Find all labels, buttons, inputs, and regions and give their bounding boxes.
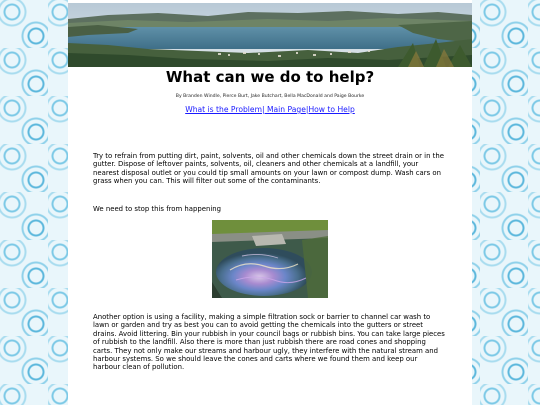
nav-separator: |	[305, 105, 309, 114]
oil-sheen-in-stream-image	[212, 220, 328, 298]
advice-paragraph: Try to refrain from putting dirt, paint, solvents, oil and other chemicals down the street drain or in the gutter. Dispose of leftover paints, solvents, oil, cleaners and other chemicals at a landfill, your nearest disposal outlet or you could tip small amounts on your lawn or compost dump. Wash cars on grass when you can. This will filter out some of the contaminants.	[93, 152, 444, 186]
banner-image	[68, 3, 472, 67]
warning-caption: We need to stop this from happening	[93, 205, 222, 213]
content-column	[68, 0, 472, 405]
nav-link-how-to-help[interactable]: How to Help	[308, 105, 355, 114]
nav-links	[68, 105, 472, 114]
nav-link-problem[interactable]: What is the Problem	[185, 105, 262, 114]
author-credits: By Branden Windle, Pierce Burt, Jake Butchart, Bella MacDonald and Paige Bourke	[175, 94, 365, 99]
harbour-panorama-image	[68, 3, 472, 67]
page-title: What can we do to help?	[165, 68, 375, 86]
pollution-photo	[212, 220, 328, 298]
nav-separator: |	[261, 105, 265, 114]
advice-paragraph-2: Another option is using a facility, making a simple filtration sock or barrier to channel car wash to lawn or garden and try as best you can to avoid getting the chemicals into the gutters or street drains. Avoid littering. Bin your rubbish in your council bags or rubbish bins. You can take large pieces of rubbish to the landfill. Also there is more than just rubbish there are road cones and shopping carts. They not only make our streams and harbour ugly, they interfere with the natural stream and harbour systems. So we should leave the cones and carts where we found them and keep our harbour clean of pollution.	[93, 313, 445, 372]
nav-link-main-page[interactable]: Main Page	[264, 105, 306, 114]
